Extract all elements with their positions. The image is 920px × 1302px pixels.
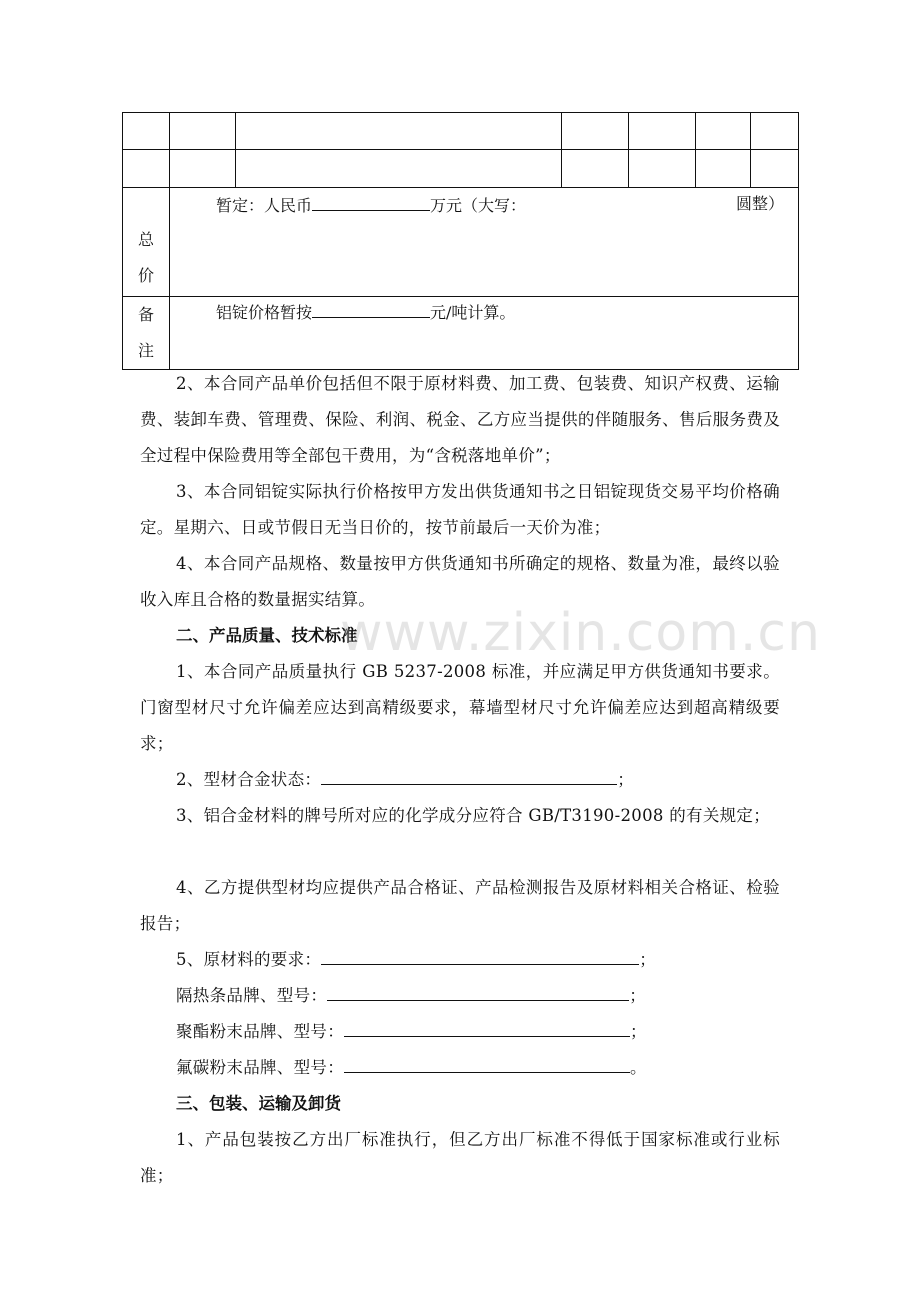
remark-row — [123, 297, 799, 370]
alloy-state-blank — [321, 766, 617, 785]
total-text-suffix: 圆整） — [735, 194, 784, 213]
fluorocarbon-powder-suffix: 。 — [630, 1058, 647, 1077]
table-cell — [562, 113, 629, 150]
aluminum-price-blank — [312, 299, 430, 318]
raw-material-suffix: ； — [639, 950, 657, 969]
polyester-powder-blank — [344, 1018, 630, 1037]
paragraph-certificates: 4、乙方提供型材均应提供产品合格证、产品检测报告及原材料相关合格证、检验报告； — [140, 878, 780, 933]
paragraph-packaging: 1、产品包装按乙方出厂标准执行，但乙方出厂标准不得低于国家标准或行业标准； — [140, 1130, 780, 1185]
table-cell — [562, 150, 629, 188]
remark-content — [170, 297, 799, 370]
table-cell — [629, 150, 696, 188]
remark-label — [123, 297, 170, 370]
paragraph-aluminum-price: 3、本合同铝锭实际执行价格按甲方发出供货通知书之日铝锭现货交易平均价格确定。星期六、日或节假日无当日价的，按节前最后一天价为准； — [140, 482, 780, 537]
polyester-powder-suffix: ； — [630, 1022, 647, 1041]
remark-label-char: 备 — [137, 305, 154, 324]
table-row — [123, 113, 799, 150]
table-cell — [123, 150, 170, 188]
fluorocarbon-powder-label: 氟碳粉末品牌、型号： — [176, 1058, 344, 1077]
fluorocarbon-powder-blank — [344, 1054, 630, 1073]
thermal-strip-suffix: ； — [629, 986, 647, 1005]
table-cell — [123, 113, 170, 150]
alloy-state-suffix: ； — [617, 770, 635, 789]
paragraph-unit-price: 2、本合同产品单价包括但不限于原材料费、加工费、包装费、知识产权费、运输费、装卸车费、管理费、保险、利润、税金、乙方应当提供的伴随服务、售后服务费及全过程中保险费用等全部包干费用，为“含税落地单价”； — [140, 374, 780, 465]
remark-text-suffix: 元/吨计算。 — [430, 303, 516, 322]
paragraph-polyester-powder — [176, 1014, 776, 1050]
thermal-strip-label: 隔热条品牌、型号： — [176, 986, 328, 1005]
raw-material-blank — [321, 946, 639, 965]
total-price-row — [123, 188, 799, 297]
paragraph-thermal-strip — [176, 978, 776, 1014]
paragraph-quality-standard: 1、本合同产品质量执行 GB 5237-2008 标准，并应满足甲方供货通知书要求。门窗型材尺寸允许偏差应达到高精级要求，幕墙型材尺寸允许偏差应达到超高精级要求； — [140, 662, 780, 753]
table-cell — [170, 150, 236, 188]
alloy-state-label: 2、型材合金状态： — [176, 770, 322, 789]
paragraph-alloy-state — [176, 762, 776, 798]
total-label-char: 总 — [137, 230, 154, 249]
table-cell — [751, 113, 799, 150]
polyester-powder-label: 聚酯粉末品牌、型号： — [176, 1022, 344, 1041]
table-row — [123, 150, 799, 188]
amount-blank — [312, 192, 430, 211]
paragraph-chemical-composition: 3、铝合金材料的牌号所对应的化学成分应符合 GB/T3190-2008 的有关规定； — [176, 806, 771, 825]
raw-material-label: 5、原材料的要求： — [176, 950, 322, 969]
table-cell — [170, 113, 236, 150]
table-cell — [236, 113, 562, 150]
watermark: www.zixin.com.cn — [340, 603, 821, 663]
total-price-label — [123, 188, 170, 297]
table-cell — [696, 113, 751, 150]
section-heading-quality: 二、产品质量、技术标准 — [176, 626, 358, 645]
paragraph-raw-material — [176, 942, 776, 978]
table-cell — [696, 150, 751, 188]
total-text-mid: 万元（大写： — [430, 196, 527, 215]
paragraph-fluorocarbon-powder — [176, 1050, 776, 1086]
remark-text-prefix: 铝锭价格暂按 — [216, 303, 313, 322]
price-table — [122, 112, 799, 370]
table-cell — [751, 150, 799, 188]
thermal-strip-blank — [327, 982, 629, 1001]
table-cell — [236, 150, 562, 188]
total-text-prefix: 暂定：人民币 — [216, 196, 313, 215]
table-cell — [629, 113, 696, 150]
paragraph-quantity: 4、本合同产品规格、数量按甲方供货通知书所确定的规格、数量为准，最终以验收入库且合格的数量据实结算。 — [140, 554, 780, 609]
total-label-char: 价 — [137, 266, 154, 285]
remark-label-char: 注 — [137, 341, 154, 360]
section-heading-packaging: 三、包装、运输及卸货 — [176, 1094, 341, 1113]
total-price-content — [170, 188, 799, 297]
